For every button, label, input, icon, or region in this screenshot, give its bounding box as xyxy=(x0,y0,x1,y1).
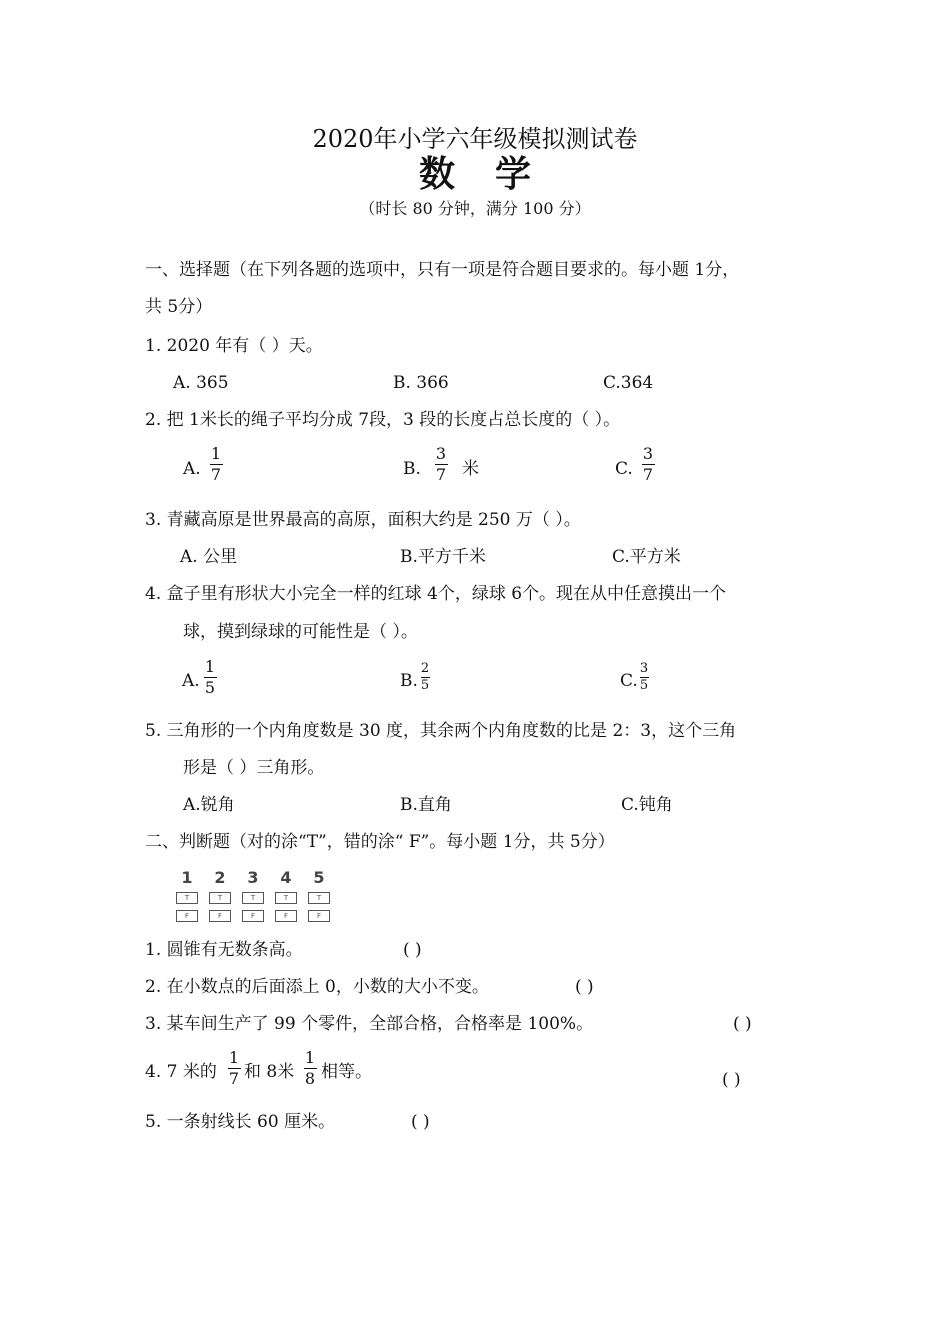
subject-char-1: 数 xyxy=(418,153,455,195)
tf-q4-text-pre: 4. 7 米的 xyxy=(145,1062,217,1082)
mc-q2-option-b-unit: 米 xyxy=(462,459,479,479)
tf-q1-blank: ( ) xyxy=(403,940,422,960)
mc-q5-stem-line1: 5. 三角形的一个内角度数是 30 度，其余两个内角度数的比是 2：3，这个三角 xyxy=(145,721,737,741)
true-bubble[interactable]: T xyxy=(176,892,198,904)
mc-q2-option-b-fraction xyxy=(433,445,449,484)
mc-q3-option-b: B.平方千米 xyxy=(400,547,486,567)
mc-q2-option-c-label: C. xyxy=(615,459,633,479)
tf-q5-text: 5. 一条射线长 60 厘米。 xyxy=(145,1112,336,1132)
mc-q2-option-a-label: A. xyxy=(183,459,201,479)
mc-q5-option-b: B.直角 xyxy=(400,795,452,815)
mc-q3-stem: 3. 青藏高原是世界最高的高原，面积大约是 250 万（ ）。 xyxy=(145,510,581,530)
tf-q4-text-mid: 和 8米 xyxy=(244,1062,295,1082)
answer-column-4 xyxy=(274,868,298,926)
exam-title: 2020年小学六年级模拟测试卷 xyxy=(312,125,638,153)
mc-q2-option-b-label: B. xyxy=(403,459,421,479)
mc-q5-option-a: A.锐角 xyxy=(183,795,235,815)
false-bubble[interactable]: F xyxy=(176,910,198,922)
mc-q4-option-b-label: B. xyxy=(400,671,418,691)
tf-q3-blank: ( ) xyxy=(733,1014,752,1034)
answer-sheet xyxy=(175,868,335,926)
mc-q4-option-b-fraction xyxy=(417,662,433,693)
fraction-numerator: 1 xyxy=(304,1048,316,1067)
section1-heading-line1: 一、选择题（在下列各题的选项中，只有一项是符合题目要求的。每小题 1分， xyxy=(145,260,740,280)
tf-q4-text-post: 相等。 xyxy=(321,1062,372,1082)
false-bubble[interactable]: F xyxy=(275,910,297,922)
mc-q3-option-a: A. 公里 xyxy=(180,547,238,567)
mc-q3-option-c: C.平方米 xyxy=(612,547,681,567)
mc-q1-option-a: A. 365 xyxy=(173,373,229,393)
section1-heading-line2: 共 5分） xyxy=(145,297,213,317)
mc-q5-option-c: C.钝角 xyxy=(621,795,673,815)
tf-q1-text: 1. 圆锥有无数条高。 xyxy=(145,940,303,960)
answer-column-number: 4 xyxy=(280,868,292,887)
mc-q4-option-a-label: A. xyxy=(182,671,200,691)
mc-q2-option-a-fraction xyxy=(208,445,224,484)
mc-q4-stem-line2: 球，摸到绿球的可能性是（ ）。 xyxy=(183,622,418,642)
fraction-numerator: 1 xyxy=(228,1048,240,1067)
tf-q3-text: 3. 某车间生产了 99 个零件，全部合格，合格率是 100%。 xyxy=(145,1014,594,1034)
fraction-denominator: 7 xyxy=(642,465,654,484)
mc-q1-stem: 1. 2020 年有（ ）天。 xyxy=(145,336,323,356)
mc-q2-option-c-fraction xyxy=(640,445,656,484)
mc-q4-option-a-fraction xyxy=(202,658,218,697)
fraction-numerator: 1 xyxy=(210,444,222,463)
true-bubble[interactable]: T xyxy=(308,892,330,904)
mc-q1-option-c: C.364 xyxy=(603,373,654,393)
false-bubble[interactable]: F xyxy=(209,910,231,922)
subject-title xyxy=(0,146,950,197)
fraction-denominator: 5 xyxy=(420,678,430,693)
section2-heading: 二、判断题（对的涂“T”，错的涂“ F”。每小题 1分，共 5分） xyxy=(145,832,615,852)
fraction-denominator: 8 xyxy=(304,1069,316,1088)
true-bubble[interactable]: T xyxy=(242,892,264,904)
tf-q4-blank: ( ) xyxy=(722,1070,741,1090)
answer-column-5 xyxy=(307,868,331,926)
fraction-numerator: 2 xyxy=(420,661,430,676)
exam-duration: （时长 80 分钟，满分 100 分） xyxy=(359,199,591,218)
fraction-denominator: 7 xyxy=(228,1069,240,1088)
answer-column-1 xyxy=(175,868,199,926)
mc-q4-option-c-fraction xyxy=(636,662,652,693)
fraction-denominator: 5 xyxy=(204,678,216,697)
tf-q4-fraction-1 xyxy=(226,1049,242,1088)
fraction-denominator: 7 xyxy=(210,465,222,484)
false-bubble[interactable]: F xyxy=(242,910,264,922)
fraction-numerator: 1 xyxy=(204,657,216,676)
fraction-denominator: 5 xyxy=(639,678,649,693)
fraction-denominator: 7 xyxy=(435,465,447,484)
mc-q4-stem-line1: 4. 盒子里有形状大小完全一样的红球 4个，绿球 6个。现在从中任意摸出一个 xyxy=(145,584,727,604)
mc-q2-stem: 2. 把 1米长的绳子平均分成 7段，3 段的长度占总长度的（ ）。 xyxy=(145,410,621,430)
fraction-numerator: 3 xyxy=(639,661,649,676)
subject-char-2: 学 xyxy=(495,153,532,195)
mc-q5-stem-line2: 形是（ ）三角形。 xyxy=(183,758,325,778)
tf-q2-blank: ( ) xyxy=(575,977,594,997)
tf-q5-blank: ( ) xyxy=(411,1112,430,1132)
answer-column-3 xyxy=(241,868,265,926)
mc-q1-option-b: B. 366 xyxy=(393,373,449,393)
true-bubble[interactable]: T xyxy=(209,892,231,904)
fraction-numerator: 3 xyxy=(642,444,654,463)
answer-column-number: 1 xyxy=(181,868,193,887)
true-bubble[interactable]: T xyxy=(275,892,297,904)
answer-column-number: 5 xyxy=(313,868,325,887)
fraction-numerator: 3 xyxy=(435,444,447,463)
answer-column-2 xyxy=(208,868,232,926)
tf-q4-fraction-2 xyxy=(302,1049,318,1088)
answer-column-number: 2 xyxy=(214,868,226,887)
tf-q2-text: 2. 在小数点的后面添上 0，小数的大小不变。 xyxy=(145,977,489,997)
false-bubble[interactable]: F xyxy=(308,910,330,922)
answer-column-number: 3 xyxy=(247,868,259,887)
mc-q4-option-c-label: C. xyxy=(620,671,638,691)
